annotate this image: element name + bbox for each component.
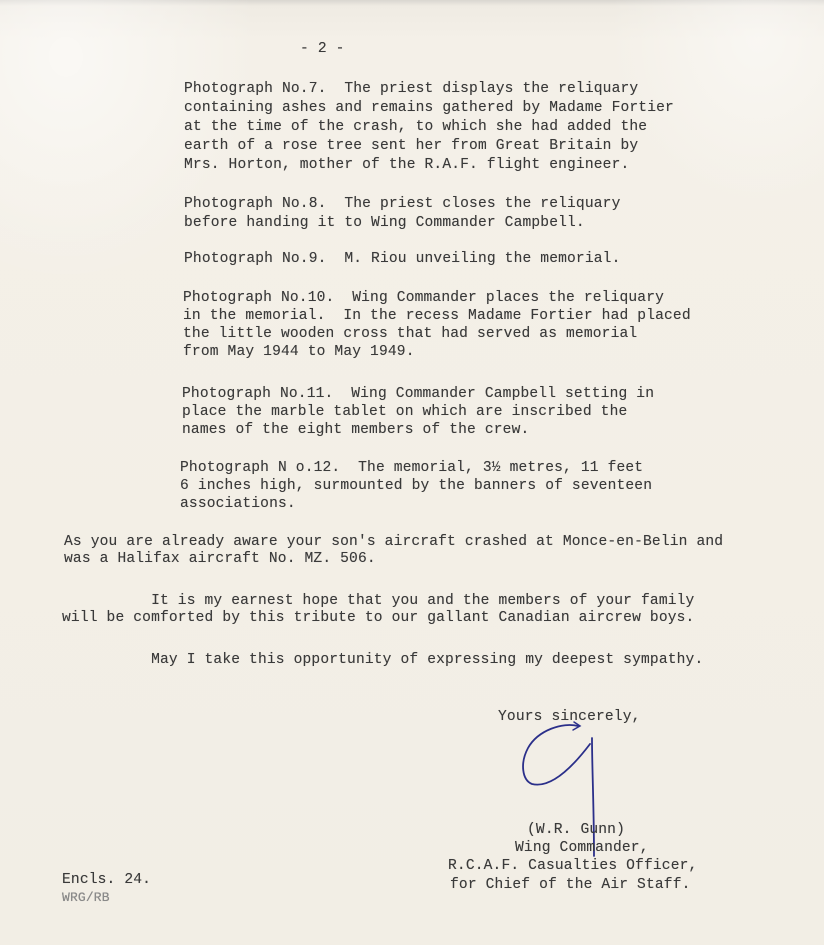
caption-line: place the marble tablet on which are inscribed the [182, 404, 628, 420]
caption-line: Photograph N o.12. The memorial, 3½ metres, 11 feet [180, 460, 644, 476]
closing-salutation: Yours sincerely, [498, 709, 641, 725]
signatory-title: R.C.A.F. Casualties Officer, [448, 858, 698, 874]
caption-line: Photograph No.8. The priest closes the reliquary [184, 196, 621, 212]
caption-line: names of the eight members of the crew. [182, 422, 530, 438]
caption-line: before handing it to Wing Commander Campbell. [184, 215, 585, 231]
caption-line: associations. [180, 496, 296, 512]
caption-line: in the memorial. In the recess Madame Fortier had placed [183, 308, 691, 324]
caption-line: Photograph No.11. Wing Commander Campbell setting in [182, 386, 655, 402]
page-number: - 2 - [300, 41, 345, 57]
signatory-rank: Wing Commander, [515, 840, 649, 856]
caption-line: Mrs. Horton, mother of the R.A.F. flight engineer. [184, 157, 630, 173]
caption-line: Photograph No.9. M. Riou unveiling the memorial. [184, 251, 621, 267]
enclosures-note: Encls. 24. [62, 872, 152, 888]
body-line: It is my earnest hope that you and the members of your family [62, 593, 695, 609]
caption-line: from May 1944 to May 1949. [183, 344, 415, 360]
body-line: was a Halifax aircraft No. MZ. 506. [64, 551, 376, 567]
body-line: May I take this opportunity of expressing my deepest sympathy. [62, 652, 704, 668]
caption-line: earth of a rose tree sent her from Great Britain by [184, 138, 639, 154]
signatory-name: (W.R. Gunn) [527, 822, 625, 838]
caption-line: Photograph No.10. Wing Commander places the reliquary [183, 290, 665, 306]
caption-line: containing ashes and remains gathered by Madame Fortier [184, 100, 674, 116]
body-line: will be comforted by this tribute to our gallant Canadian aircrew boys. [62, 610, 695, 626]
signatory-for: for Chief of the Air Staff. [450, 877, 691, 893]
body-line: As you are already aware your son's aircraft crashed at Monce-en-Belin and [64, 534, 724, 550]
caption-line: Photograph No.7. The priest displays the reliquary [184, 81, 639, 97]
reference-initials: WRG/RB [62, 890, 110, 905]
caption-line: at the time of the crash, to which she had added the [184, 119, 648, 135]
caption-line: 6 inches high, surmounted by the banners of seventeen [180, 478, 653, 494]
caption-line: the little wooden cross that had served as memorial [183, 326, 638, 342]
